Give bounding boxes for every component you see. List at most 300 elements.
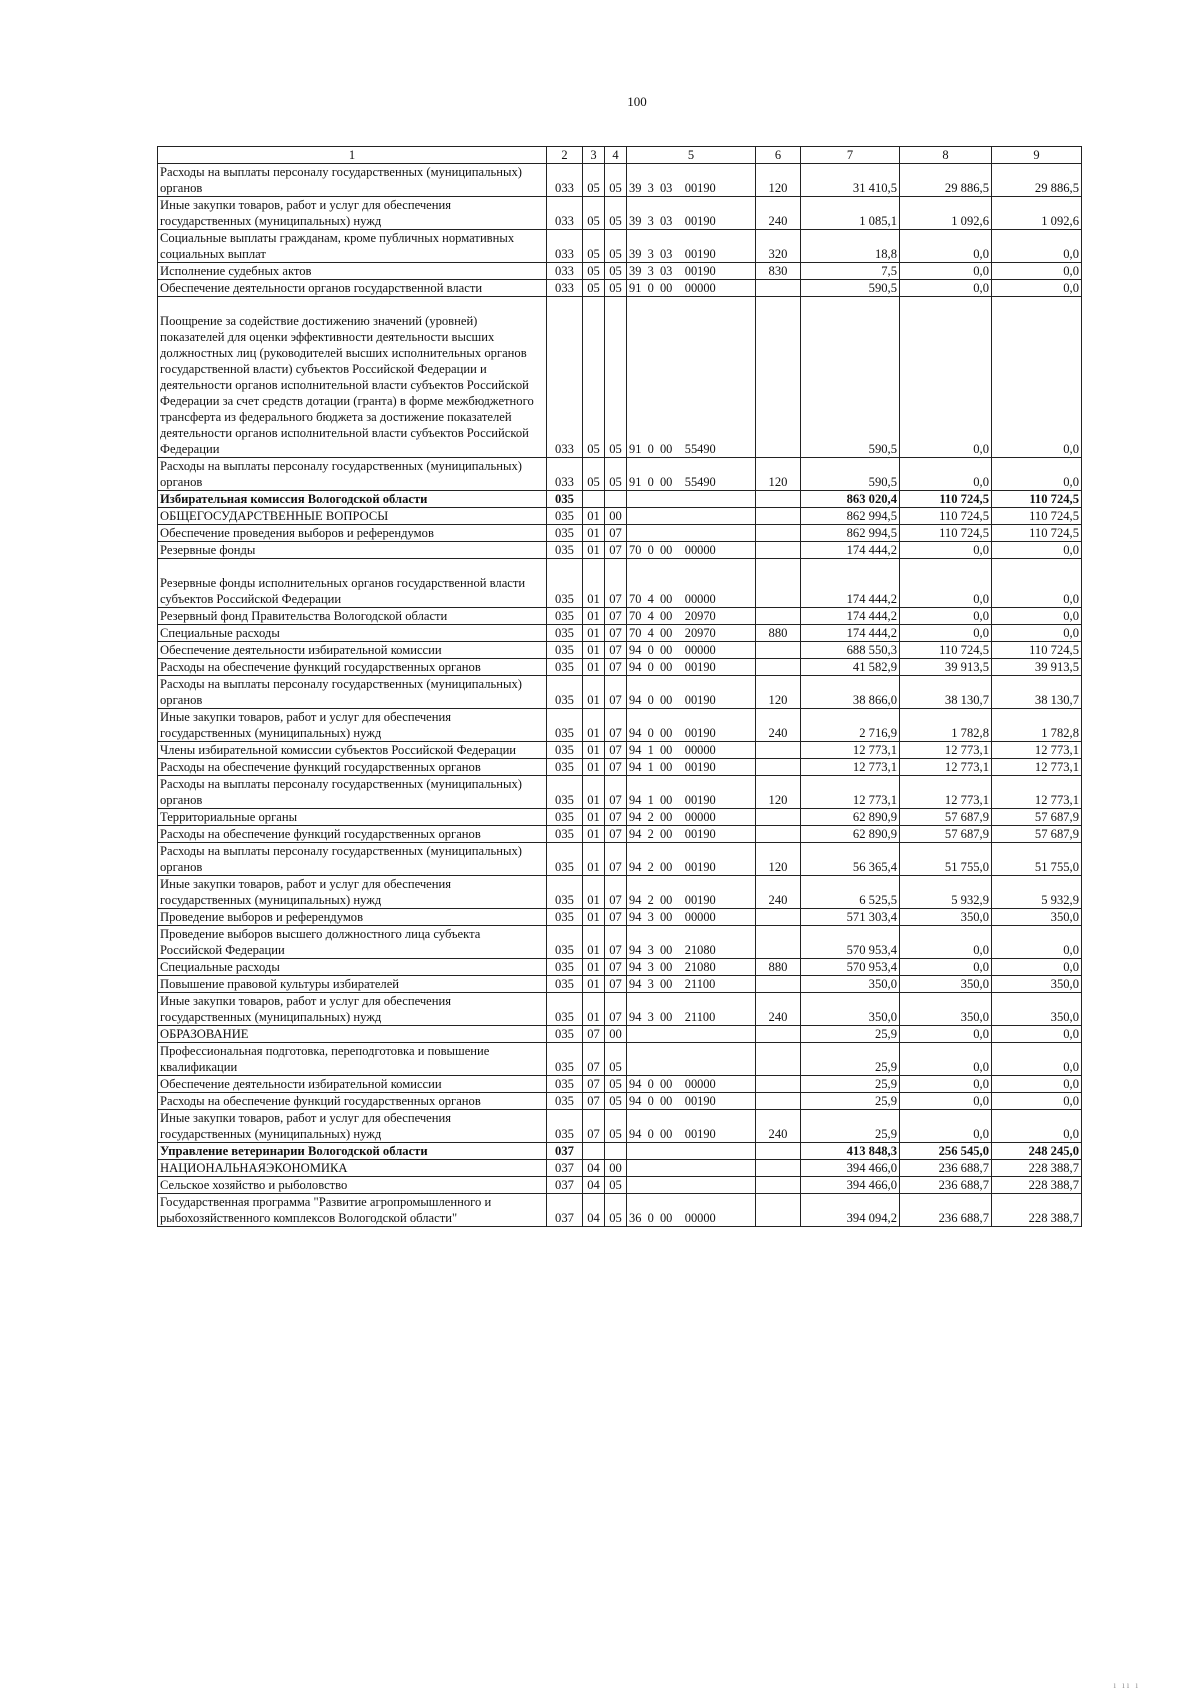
admin-code: 035 [547,608,583,625]
row-name: Обеспечение деятельности органов государственной власти [158,280,547,297]
target-article-code: 94 3 00 21100 [627,976,756,993]
amount-col7: 413 848,3 [801,1143,900,1160]
amount-col7: 62 890,9 [801,826,900,843]
column-header: 9 [992,147,1082,164]
table-header [158,147,1082,164]
amount-col8: 236 688,7 [900,1194,992,1227]
admin-code: 033 [547,164,583,197]
subsection-code: 07 [605,776,627,809]
row-name: Расходы на обеспечение функций государственных органов [158,826,547,843]
amount-col9: 228 388,7 [992,1177,1082,1194]
admin-code: 035 [547,976,583,993]
amount-col8: 1 782,8 [900,709,992,742]
amount-col9: 38 130,7 [992,676,1082,709]
admin-code: 035 [547,1110,583,1143]
expense-type-code: 830 [756,263,801,280]
table-row [158,959,1082,976]
table-row [158,1043,1082,1076]
table-row [158,542,1082,559]
row-name: Проведение выборов высшего должностного лица субъекта Российской Федерации [158,926,547,959]
target-article-code: 39 3 03 00190 [627,230,756,263]
expense-type-code [756,491,801,508]
row-name: Расходы на выплаты персоналу государственных (муниципальных) органов [158,843,547,876]
amount-col7: 38 866,0 [801,676,900,709]
amount-col8: 0,0 [900,625,992,642]
amount-col8: 0,0 [900,542,992,559]
amount-col9: 57 687,9 [992,809,1082,826]
target-article-code: 70 4 00 20970 [627,625,756,642]
expense-type-code: 240 [756,1110,801,1143]
target-article-code: 91 0 00 55490 [627,297,756,458]
target-article-code: 94 1 00 00190 [627,759,756,776]
admin-code: 035 [547,1026,583,1043]
subsection-code: 07 [605,976,627,993]
admin-code: 035 [547,525,583,542]
amount-col8: 0,0 [900,1093,992,1110]
table-row [158,280,1082,297]
target-article-code [627,491,756,508]
table-row [158,976,1082,993]
subsection-code: 07 [605,625,627,642]
subsection-code: 05 [605,280,627,297]
target-article-code: 94 0 00 00190 [627,676,756,709]
subsection-code: 00 [605,1026,627,1043]
table-row [158,1026,1082,1043]
amount-col7: 350,0 [801,993,900,1026]
table-row [158,843,1082,876]
expense-type-code [756,1160,801,1177]
section-code: 05 [583,230,605,263]
target-article-code: 36 0 00 00000 [627,1194,756,1227]
amount-col9: 0,0 [992,458,1082,491]
target-article-code: 39 3 03 00190 [627,197,756,230]
amount-col8: 39 913,5 [900,659,992,676]
table-row [158,297,1082,458]
admin-code: 035 [547,993,583,1026]
row-name: Обеспечение проведения выборов и референдумов [158,525,547,542]
subsection-code [605,491,627,508]
column-header: 6 [756,147,801,164]
subsection-code: 07 [605,525,627,542]
table-row [158,625,1082,642]
amount-col9: 110 724,5 [992,491,1082,508]
amount-col9: 0,0 [992,959,1082,976]
expense-type-code: 120 [756,164,801,197]
amount-col8: 12 773,1 [900,776,992,809]
section-code: 01 [583,608,605,625]
amount-col7: 12 773,1 [801,759,900,776]
row-name: Иные закупки товаров, работ и услуг для обеспечения государственных (муниципальных) нужд [158,876,547,909]
amount-col7: 12 773,1 [801,776,900,809]
expense-type-code [756,909,801,926]
expense-type-code [756,525,801,542]
amount-col8: 12 773,1 [900,759,992,776]
amount-col7: 174 444,2 [801,625,900,642]
row-name: Расходы на обеспечение функций государственных органов [158,1093,547,1110]
section-code: 01 [583,826,605,843]
target-article-code: 94 3 00 21080 [627,959,756,976]
section-code: 05 [583,297,605,458]
amount-col7: 25,9 [801,1093,900,1110]
row-name: Государственная программа "Развитие агропромышленного и рыбохозяйственного комплексов Вологодской области" [158,1194,547,1227]
section-code: 05 [583,280,605,297]
admin-code: 035 [547,676,583,709]
admin-code: 035 [547,1043,583,1076]
amount-col9: 0,0 [992,280,1082,297]
amount-col8: 57 687,9 [900,809,992,826]
expense-type-code: 240 [756,993,801,1026]
row-name: Иные закупки товаров, работ и услуг для обеспечения государственных (муниципальных) нужд [158,993,547,1026]
subsection-code: 07 [605,676,627,709]
amount-col9: 0,0 [992,230,1082,263]
amount-col9: 0,0 [992,926,1082,959]
admin-code: 035 [547,542,583,559]
expense-type-code [756,659,801,676]
amount-col7: 56 365,4 [801,843,900,876]
table-row [158,1076,1082,1093]
expense-type-code: 880 [756,625,801,642]
expense-type-code [756,759,801,776]
row-name: Специальные расходы [158,625,547,642]
amount-col8: 0,0 [900,297,992,458]
subsection-code: 07 [605,759,627,776]
amount-col8: 236 688,7 [900,1160,992,1177]
amount-col9: 51 755,0 [992,843,1082,876]
amount-col9: 39 913,5 [992,659,1082,676]
row-name: Повышение правовой культуры избирателей [158,976,547,993]
table-row [158,491,1082,508]
amount-col7: 688 550,3 [801,642,900,659]
table-row [158,164,1082,197]
target-article-code [627,1177,756,1194]
row-name: Обеспечение деятельности избирательной комиссии [158,642,547,659]
amount-col8: 110 724,5 [900,508,992,525]
table-row [158,642,1082,659]
subsection-code: 05 [605,197,627,230]
admin-code: 037 [547,1143,583,1160]
amount-col7: 350,0 [801,976,900,993]
amount-col8: 38 130,7 [900,676,992,709]
section-code: 01 [583,809,605,826]
row-name: Социальные выплаты гражданам, кроме публичных нормативных социальных выплат [158,230,547,263]
amount-col7: 394 094,2 [801,1194,900,1227]
row-name: Территориальные органы [158,809,547,826]
amount-col7: 1 085,1 [801,197,900,230]
amount-col7: 863 020,4 [801,491,900,508]
section-code: 01 [583,776,605,809]
admin-code: 035 [547,1093,583,1110]
section-code: 01 [583,742,605,759]
section-code: 01 [583,959,605,976]
expense-type-code [756,742,801,759]
amount-col9: 0,0 [992,297,1082,458]
section-code: 01 [583,709,605,742]
amount-col8: 110 724,5 [900,525,992,542]
table-row [158,776,1082,809]
table-row [158,1160,1082,1177]
admin-code: 033 [547,458,583,491]
admin-code: 035 [547,508,583,525]
expense-type-code [756,976,801,993]
amount-col7: 18,8 [801,230,900,263]
column-header: 5 [627,147,756,164]
target-article-code [627,525,756,542]
section-code: 01 [583,542,605,559]
section-code: 01 [583,508,605,525]
amount-col9: 0,0 [992,542,1082,559]
subsection-code: 07 [605,843,627,876]
target-article-code: 94 3 00 21080 [627,926,756,959]
table-row [158,263,1082,280]
target-article-code: 94 0 00 00190 [627,709,756,742]
expense-type-code: 120 [756,843,801,876]
section-code: 01 [583,525,605,542]
amount-col8: 12 773,1 [900,742,992,759]
section-code: 01 [583,759,605,776]
row-name: Расходы на выплаты персоналу государственных (муниципальных) органов [158,676,547,709]
section-code: 04 [583,1194,605,1227]
expense-type-code: 120 [756,676,801,709]
table-row [158,809,1082,826]
amount-col7: 570 953,4 [801,959,900,976]
column-header: 2 [547,147,583,164]
row-name: Избирательная комиссия Вологодской области [158,491,547,508]
section-code: 07 [583,1076,605,1093]
section-code: 01 [583,642,605,659]
row-name: Резервные фонды [158,542,547,559]
subsection-code: 07 [605,909,627,926]
amount-col8: 0,0 [900,1026,992,1043]
table-row [158,909,1082,926]
amount-col7: 394 466,0 [801,1177,900,1194]
amount-col8: 29 886,5 [900,164,992,197]
section-code [583,1143,605,1160]
table-row [158,559,1082,608]
amount-col7: 590,5 [801,458,900,491]
table-row [158,1093,1082,1110]
amount-col7: 25,9 [801,1076,900,1093]
subsection-code: 05 [605,1093,627,1110]
amount-col7: 12 773,1 [801,742,900,759]
expense-type-code: 120 [756,776,801,809]
amount-col8: 0,0 [900,559,992,608]
amount-col8: 236 688,7 [900,1177,992,1194]
target-article-code: 94 3 00 21100 [627,993,756,1026]
amount-col9: 248 245,0 [992,1143,1082,1160]
table-row [158,197,1082,230]
table-row [158,458,1082,491]
table-row [158,659,1082,676]
row-name: Специальные расходы [158,959,547,976]
page-number: 100 [627,94,647,109]
expense-type-code [756,508,801,525]
subsection-code: 07 [605,959,627,976]
target-article-code: 94 3 00 00000 [627,909,756,926]
target-article-code [627,508,756,525]
subsection-code: 07 [605,993,627,1026]
target-article-code [627,1143,756,1160]
amount-col8: 5 932,9 [900,876,992,909]
row-name: Поощрение за содействие достижению значений (уровней) показателей для оценки эффективности деятельности высших должностных лиц (руководителей высших исполнительных органов государственной власти) субъектов Российской Федерации и деятельности органов исполнительной власти субъектов Российской Федерации за счет средств дотации (гранта) в форме межбюджетного трансферта из федерального бюджета за достижение показателей деятельности органов исполнительной власти субъектов Российской Федерации [158,297,547,458]
scan-edge-mark: ı ıı ı [1113,1680,1140,1690]
target-article-code: 91 0 00 00000 [627,280,756,297]
admin-code: 033 [547,230,583,263]
amount-col8: 1 092,6 [900,197,992,230]
subsection-code: 07 [605,608,627,625]
amount-col9: 5 932,9 [992,876,1082,909]
amount-col7: 25,9 [801,1043,900,1076]
amount-col7: 590,5 [801,280,900,297]
table-row [158,926,1082,959]
target-article-code [627,1026,756,1043]
column-header: 7 [801,147,900,164]
expense-type-code: 120 [756,458,801,491]
amount-col7: 174 444,2 [801,542,900,559]
subsection-code: 05 [605,458,627,491]
amount-col8: 256 545,0 [900,1143,992,1160]
amount-col7: 571 303,4 [801,909,900,926]
amount-col9: 57 687,9 [992,826,1082,843]
expense-type-code [756,542,801,559]
amount-col9: 0,0 [992,559,1082,608]
expense-type-code [756,826,801,843]
amount-col8: 350,0 [900,993,992,1026]
target-article-code: 70 4 00 20970 [627,608,756,625]
admin-code: 035 [547,642,583,659]
amount-col8: 0,0 [900,458,992,491]
target-article-code: 94 2 00 00000 [627,809,756,826]
subsection-code: 07 [605,926,627,959]
amount-col9: 0,0 [992,1026,1082,1043]
amount-col8: 0,0 [900,926,992,959]
amount-col9: 12 773,1 [992,742,1082,759]
section-code: 07 [583,1110,605,1143]
section-code: 07 [583,1026,605,1043]
column-header: 1 [158,147,547,164]
table-row [158,676,1082,709]
admin-code: 035 [547,1076,583,1093]
section-code: 01 [583,876,605,909]
section-code: 05 [583,263,605,280]
amount-col9: 228 388,7 [992,1194,1082,1227]
admin-code: 035 [547,759,583,776]
amount-col9: 228 388,7 [992,1160,1082,1177]
amount-col8: 0,0 [900,280,992,297]
target-article-code: 39 3 03 00190 [627,164,756,197]
amount-col7: 31 410,5 [801,164,900,197]
section-code: 07 [583,1043,605,1076]
target-article-code: 94 2 00 00190 [627,843,756,876]
admin-code: 037 [547,1177,583,1194]
subsection-code: 05 [605,263,627,280]
amount-col9: 110 724,5 [992,642,1082,659]
subsection-code: 05 [605,1076,627,1093]
amount-col7: 25,9 [801,1110,900,1143]
subsection-code: 07 [605,709,627,742]
row-name: Профессиональная подготовка, переподготовка и повышение квалификации [158,1043,547,1076]
subsection-code: 05 [605,1194,627,1227]
expense-type-code [756,1026,801,1043]
admin-code: 035 [547,959,583,976]
row-name: Сельское хозяйство и рыболовство [158,1177,547,1194]
row-name: Расходы на обеспечение функций государственных органов [158,659,547,676]
table-row [158,709,1082,742]
admin-code: 035 [547,826,583,843]
subsection-code: 07 [605,876,627,909]
subsection-code: 07 [605,559,627,608]
amount-col8: 350,0 [900,976,992,993]
table-row [158,1143,1082,1160]
row-name: Проведение выборов и референдумов [158,909,547,926]
admin-code: 035 [547,876,583,909]
section-code: 01 [583,659,605,676]
amount-col8: 57 687,9 [900,826,992,843]
amount-col7: 590,5 [801,297,900,458]
amount-col9: 0,0 [992,625,1082,642]
amount-col9: 0,0 [992,263,1082,280]
table-row [158,1177,1082,1194]
row-name: Расходы на обеспечение функций государственных органов [158,759,547,776]
target-article-code: 94 2 00 00190 [627,876,756,909]
expense-type-code [756,1043,801,1076]
amount-col9: 0,0 [992,1043,1082,1076]
expense-type-code [756,1143,801,1160]
subsection-code: 05 [605,1043,627,1076]
amount-col9: 1 782,8 [992,709,1082,742]
admin-code: 035 [547,559,583,608]
subsection-code: 07 [605,542,627,559]
column-header: 8 [900,147,992,164]
amount-col7: 394 466,0 [801,1160,900,1177]
subsection-code: 07 [605,642,627,659]
amount-col8: 0,0 [900,1043,992,1076]
row-name: Расходы на выплаты персоналу государственных (муниципальных) органов [158,458,547,491]
subsection-code: 05 [605,297,627,458]
amount-col9: 0,0 [992,1110,1082,1143]
row-name: Исполнение судебных актов [158,263,547,280]
subsection-code: 05 [605,1177,627,1194]
admin-code: 035 [547,909,583,926]
table-row [158,230,1082,263]
amount-col9: 110 724,5 [992,525,1082,542]
amount-col7: 6 525,5 [801,876,900,909]
amount-col7: 25,9 [801,1026,900,1043]
admin-code: 035 [547,491,583,508]
row-name: Резервный фонд Правительства Вологодской области [158,608,547,625]
admin-code: 035 [547,809,583,826]
amount-col8: 110 724,5 [900,491,992,508]
table-row [158,759,1082,776]
target-article-code: 94 0 00 00190 [627,1110,756,1143]
subsection-code: 00 [605,508,627,525]
subsection-code: 05 [605,164,627,197]
expense-type-code [756,559,801,608]
target-article-code: 70 0 00 00000 [627,542,756,559]
table-row [158,742,1082,759]
row-name: Резервные фонды исполнительных органов государственной власти субъектов Российской Федерации [158,559,547,608]
subsection-code: 07 [605,809,627,826]
section-code: 01 [583,843,605,876]
table-row [158,525,1082,542]
expense-type-code: 880 [756,959,801,976]
amount-col8: 0,0 [900,230,992,263]
target-article-code: 91 0 00 55490 [627,458,756,491]
target-article-code: 94 0 00 00000 [627,642,756,659]
section-code: 07 [583,1093,605,1110]
amount-col7: 174 444,2 [801,559,900,608]
table-row [158,508,1082,525]
admin-code: 035 [547,709,583,742]
